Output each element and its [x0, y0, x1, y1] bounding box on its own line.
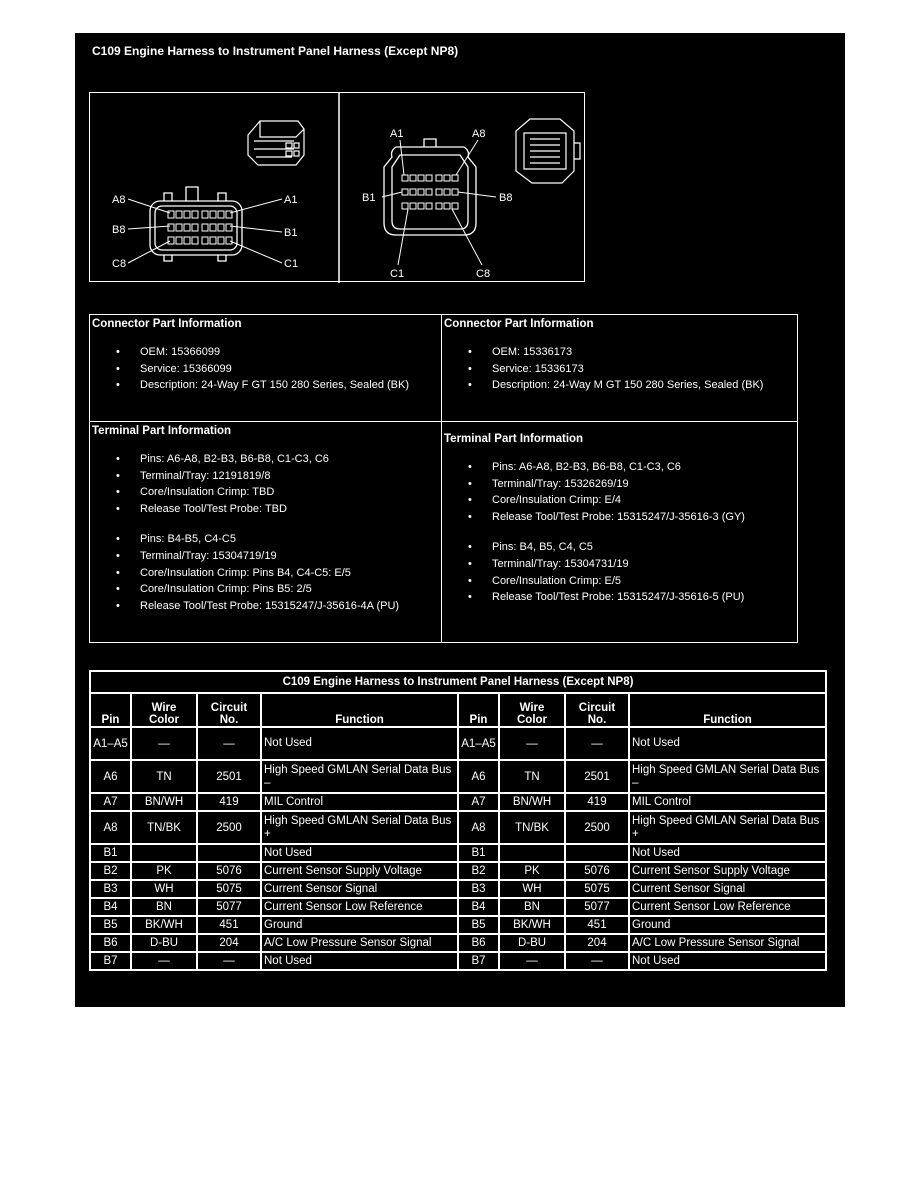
wire-color-cell: TN/BK: [131, 811, 197, 844]
left-connector-3d-icon: [248, 121, 304, 165]
column-header: Circuit No.: [197, 693, 261, 727]
list-item: • Description: 24-Way M GT 150 280 Series, Sealed (BK): [464, 377, 797, 394]
connector-drawings: [90, 93, 586, 283]
function-cell: High Speed GMLAN Serial Data Bus +: [261, 811, 458, 844]
function-cell: Current Sensor Low Reference: [629, 898, 826, 916]
circuit-cell: 2501: [565, 760, 629, 793]
pin-cell: B2: [90, 862, 131, 880]
circuit-cell: 204: [565, 934, 629, 952]
table-row: [90, 880, 826, 898]
function-cell: Not Used: [261, 952, 458, 970]
pin-cell: A8: [90, 811, 131, 844]
list-item: • Core/Insulation Crimp: TBD: [112, 484, 441, 501]
pin-cell: B5: [90, 916, 131, 934]
pin-cell: B4: [90, 898, 131, 916]
pin-label: B8: [112, 224, 126, 236]
info-list: [442, 539, 797, 605]
wire-color-cell: —: [131, 727, 197, 760]
column-header: Wire Color: [131, 693, 197, 727]
wire-color-cell: TN: [499, 760, 565, 793]
table-row: [90, 760, 826, 793]
connector-diagram: [89, 92, 585, 282]
function-cell: Current Sensor Supply Voltage: [261, 862, 458, 880]
list-item: • OEM: 15336173: [464, 344, 797, 361]
pin-label: A8: [472, 128, 486, 140]
wire-color-cell: PK: [131, 862, 197, 880]
column-header: Function: [261, 693, 458, 727]
circuit-cell: [197, 844, 261, 862]
info-list: [90, 531, 441, 614]
wire-color-cell: BN: [131, 898, 197, 916]
wire-color-cell: WH: [131, 880, 197, 898]
pin-cell: B6: [458, 934, 499, 952]
table-row: [90, 952, 826, 970]
circuit-cell: 451: [565, 916, 629, 934]
wire-color-cell: TN: [131, 760, 197, 793]
column-header: Pin: [90, 693, 131, 727]
pin-label: B1: [362, 192, 376, 204]
column-header: Pin: [458, 693, 499, 727]
pin-cell: A8: [458, 811, 499, 844]
function-cell: Ground: [629, 916, 826, 934]
pin-cell: A7: [458, 793, 499, 811]
pin-label: B1: [284, 227, 298, 239]
pin-cell: A7: [90, 793, 131, 811]
wire-color-cell: BN/WH: [499, 793, 565, 811]
connector-info-right: [442, 315, 798, 422]
section-heading: Terminal Part Information: [92, 425, 232, 437]
function-cell: High Speed GMLAN Serial Data Bus +: [629, 811, 826, 844]
circuit-cell: —: [197, 727, 261, 760]
page-title: C109 Engine Harness to Instrument Panel Harness (Except NP8): [92, 44, 459, 58]
pin-cell: B4: [458, 898, 499, 916]
pinout-table: [89, 670, 827, 971]
function-cell: Current Sensor Low Reference: [261, 898, 458, 916]
list-item: • Release Tool/Test Probe: TBD: [112, 501, 441, 518]
terminal-info-left: [90, 422, 442, 643]
pin-label: C1: [284, 258, 299, 270]
table-row: [90, 862, 826, 880]
pin-cell: B7: [458, 952, 499, 970]
pin-cell: A1–A5: [90, 727, 131, 760]
pin-cell: A6: [458, 760, 499, 793]
list-item: • Core/Insulation Crimp: E/4: [464, 492, 797, 509]
pin-label: C8: [476, 268, 491, 280]
right-connector-3d-icon: [516, 119, 580, 183]
connector-info-left: [90, 315, 442, 422]
circuit-cell: 5077: [565, 898, 629, 916]
table-row: [90, 811, 826, 844]
list-item: • Terminal/Tray: 12191819/8: [112, 468, 441, 485]
list-item: • OEM: 15366099: [112, 344, 441, 361]
section-heading: Terminal Part Information: [444, 433, 584, 445]
table-header-row: [90, 693, 826, 727]
info-list: [90, 451, 441, 517]
document-panel: [75, 33, 845, 1007]
left-connector-face-icon: [150, 187, 242, 261]
function-cell: Not Used: [629, 952, 826, 970]
wire-color-cell: —: [131, 952, 197, 970]
circuit-cell: 5076: [565, 862, 629, 880]
function-cell: High Speed GMLAN Serial Data Bus –: [261, 760, 458, 793]
table-row: [90, 844, 826, 862]
wire-color-cell: D-BU: [131, 934, 197, 952]
wire-color-cell: PK: [499, 862, 565, 880]
terminal-info-right: [442, 422, 798, 643]
function-cell: Ground: [261, 916, 458, 934]
wire-color-cell: WH: [499, 880, 565, 898]
circuit-cell: 5077: [197, 898, 261, 916]
function-cell: A/C Low Pressure Sensor Signal: [261, 934, 458, 952]
function-cell: Current Sensor Supply Voltage: [629, 862, 826, 880]
circuit-cell: —: [197, 952, 261, 970]
wire-color-cell: BN: [499, 898, 565, 916]
pin-cell: B7: [90, 952, 131, 970]
table-row: [90, 934, 826, 952]
wire-color-cell: —: [499, 952, 565, 970]
pin-label: A8: [112, 194, 126, 206]
function-cell: MIL Control: [261, 793, 458, 811]
table-row: [90, 727, 826, 760]
wire-color-cell: BN/WH: [131, 793, 197, 811]
pin-cell: B6: [90, 934, 131, 952]
circuit-cell: 5075: [197, 880, 261, 898]
pin-label: A1: [390, 128, 404, 140]
pin-cell: B3: [458, 880, 499, 898]
section-heading: Connector Part Information: [444, 318, 594, 330]
circuit-cell: [565, 844, 629, 862]
pin-cell: B5: [458, 916, 499, 934]
list-item: • Service: 15336173: [464, 361, 797, 378]
function-cell: A/C Low Pressure Sensor Signal: [629, 934, 826, 952]
pin-cell: B2: [458, 862, 499, 880]
circuit-cell: —: [565, 952, 629, 970]
list-item: • Terminal/Tray: 15304719/19: [112, 548, 441, 565]
wire-color-cell: BK/WH: [499, 916, 565, 934]
pin-cell: B1: [90, 844, 131, 862]
pin-cell: B1: [458, 844, 499, 862]
list-item: • Core/Insulation Crimp: Pins B4, C4-C5: E/5: [112, 565, 441, 582]
table-row: [90, 898, 826, 916]
circuit-cell: 204: [197, 934, 261, 952]
circuit-cell: 2500: [197, 811, 261, 844]
function-cell: Not Used: [629, 844, 826, 862]
function-cell: MIL Control: [629, 793, 826, 811]
wire-color-cell: [131, 844, 197, 862]
table-caption: C109 Engine Harness to Instrument Panel Harness (Except NP8): [90, 671, 826, 693]
right-connector-face-icon: [384, 139, 476, 235]
circuit-cell: —: [565, 727, 629, 760]
circuit-cell: 2501: [197, 760, 261, 793]
wire-color-cell: BK/WH: [131, 916, 197, 934]
list-item: • Pins: B4-B5, C4-C5: [112, 531, 441, 548]
info-list: [442, 344, 797, 394]
list-item: • Description: 24-Way F GT 150 280 Series, Sealed (BK): [112, 377, 441, 394]
circuit-cell: 419: [197, 793, 261, 811]
part-info-table: [89, 314, 798, 643]
wire-color-cell: —: [499, 727, 565, 760]
circuit-cell: 2500: [565, 811, 629, 844]
circuit-cell: 419: [565, 793, 629, 811]
info-list: [90, 344, 441, 394]
function-cell: Current Sensor Signal: [629, 880, 826, 898]
list-item: • Terminal/Tray: 15304731/19: [464, 556, 797, 573]
wire-color-cell: D-BU: [499, 934, 565, 952]
wire-color-cell: [499, 844, 565, 862]
column-header: Function: [629, 693, 826, 727]
list-item: • Terminal/Tray: 15326269/19: [464, 476, 797, 493]
pin-cell: B3: [90, 880, 131, 898]
function-cell: Not Used: [261, 844, 458, 862]
circuit-cell: 451: [197, 916, 261, 934]
list-item: • Pins: A6-A8, B2-B3, B6-B8, C1-C3, C6: [464, 459, 797, 476]
list-item: • Pins: A6-A8, B2-B3, B6-B8, C1-C3, C6: [112, 451, 441, 468]
function-cell: High Speed GMLAN Serial Data Bus –: [629, 760, 826, 793]
pinout-rows: [90, 727, 826, 970]
list-item: • Release Tool/Test Probe: 15315247/J-35616-3 (GY): [464, 509, 797, 526]
pin-cell: A6: [90, 760, 131, 793]
table-row: [90, 793, 826, 811]
info-list: [442, 459, 797, 525]
section-heading: Connector Part Information: [92, 318, 242, 330]
wire-color-cell: TN/BK: [499, 811, 565, 844]
list-item: • Service: 15366099: [112, 361, 441, 378]
pin-label: C8: [112, 258, 127, 270]
function-cell: Not Used: [629, 727, 826, 760]
function-cell: Current Sensor Signal: [261, 880, 458, 898]
list-item: • Pins: B4, B5, C4, C5: [464, 539, 797, 556]
column-header: Circuit No.: [565, 693, 629, 727]
list-item: • Release Tool/Test Probe: 15315247/J-35616-5 (PU): [464, 589, 797, 606]
list-item: • Core/Insulation Crimp: Pins B5: 2/5: [112, 581, 441, 598]
circuit-cell: 5076: [197, 862, 261, 880]
pin-label: B8: [499, 192, 513, 204]
list-item: • Core/Insulation Crimp: E/5: [464, 573, 797, 590]
pin-label: A1: [284, 194, 298, 206]
list-item: • Release Tool/Test Probe: 15315247/J-35616-4A (PU): [112, 598, 441, 615]
table-row: [90, 916, 826, 934]
circuit-cell: 5075: [565, 880, 629, 898]
column-header: Wire Color: [499, 693, 565, 727]
pin-label: C1: [390, 268, 405, 280]
function-cell: Not Used: [261, 727, 458, 760]
pin-cell: A1–A5: [458, 727, 499, 760]
